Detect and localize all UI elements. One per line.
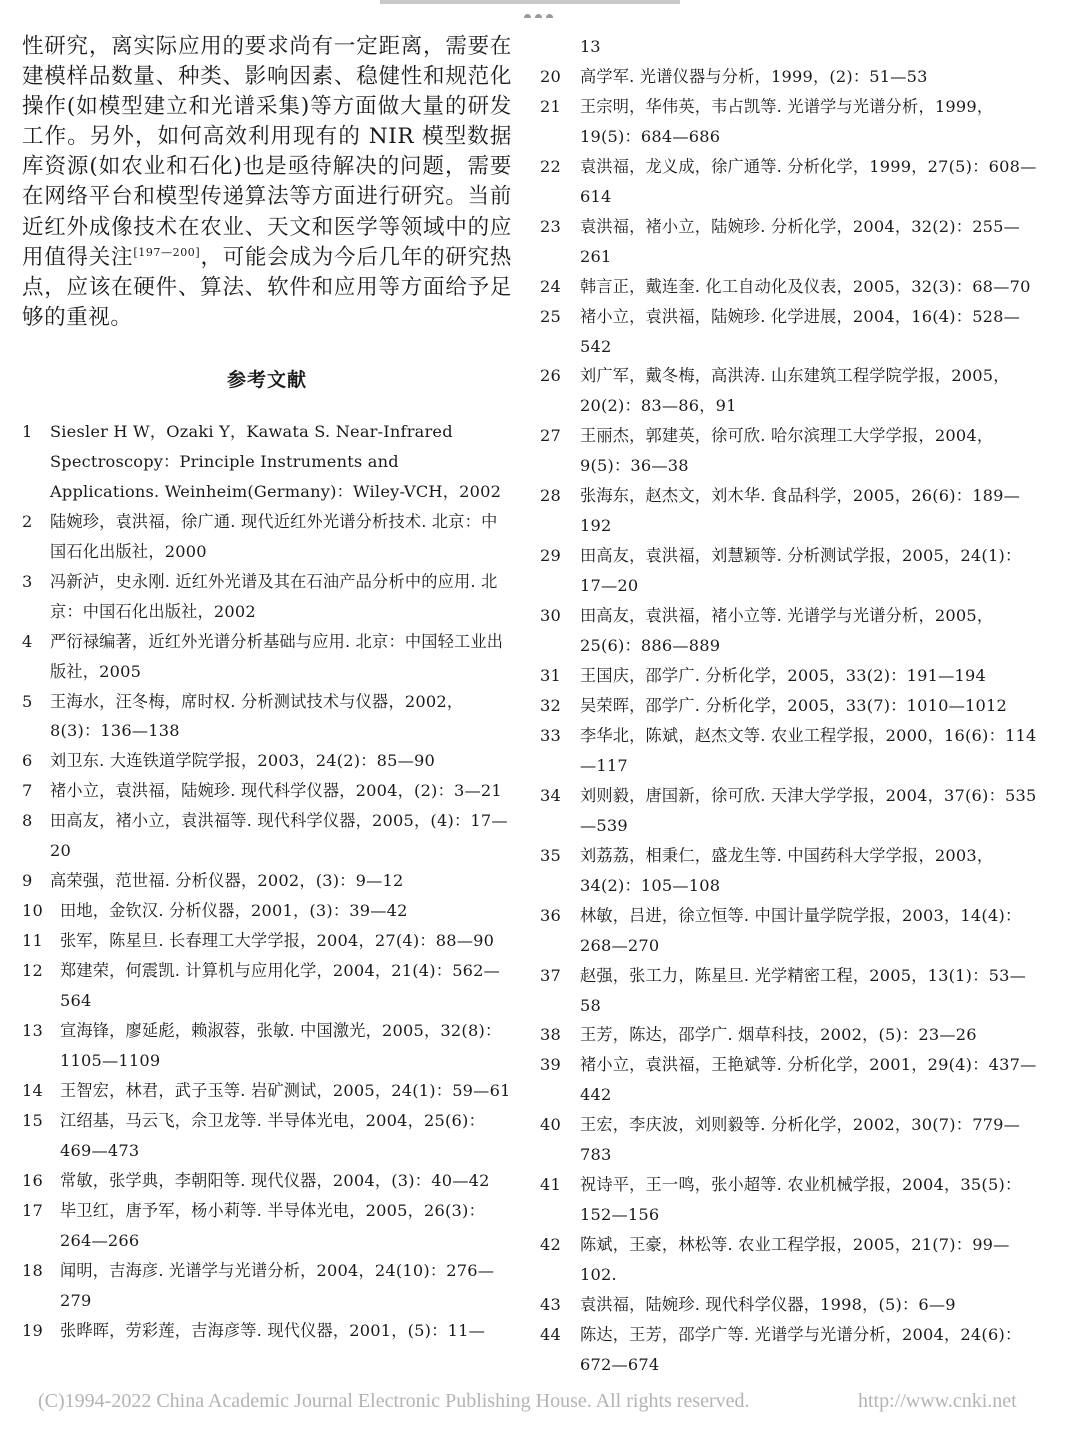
reference-item bbox=[22, 1316, 512, 1346]
reference-item bbox=[540, 691, 1040, 721]
reference-number: 19 bbox=[22, 1320, 43, 1340]
reference-item bbox=[540, 272, 1040, 302]
reference-number: 41 bbox=[540, 1175, 561, 1195]
reference-text: 田高友，袁洪福，褚小立等. 光谱学与光谱分析，2005，25(6)：886—889 bbox=[580, 606, 994, 656]
reference-item bbox=[22, 746, 512, 776]
reference-item bbox=[22, 627, 512, 687]
reference-item bbox=[540, 901, 1040, 961]
reference-text: 褚小立，袁洪福，王艳斌等. 分析化学，2001，29(4)：437—442 bbox=[580, 1055, 1037, 1105]
reference-text: 袁洪福，褚小立，陆婉珍. 分析化学，2004，32(2)：255—261 bbox=[580, 216, 1021, 266]
reference-number: 17 bbox=[22, 1200, 43, 1220]
reference-item bbox=[22, 1016, 512, 1076]
body-text: 性研究，离实际应用的要求尚有一定距离，需要在建模样品数量、种类、影响因素、稳健性和规范化操作(如模型建立和光谱采集)等方面做大量的研发工作。另外，如何高效利用现有的 NIR 模型数据库资源(如农业和石化)也是亟待解决的问题，需要在网络平台和模型传递算法等方面进行研究。当前近红外成像技术在农业、天文和医学等领域中的应用值得关注 bbox=[22, 34, 512, 270]
reference-number: 16 bbox=[22, 1170, 43, 1190]
page-header-band bbox=[0, 0, 1080, 18]
reference-text: 高荣强，范世福. 分析仪器，2002，(3)：9—12 bbox=[50, 871, 404, 891]
more-options-icon[interactable] bbox=[524, 6, 564, 16]
reference-number: 28 bbox=[540, 486, 561, 506]
reference-number: 5 bbox=[22, 691, 33, 711]
reference-text: 陈达，王芳，邵学广等. 光谱学与光谱分析，2004，24(6)：672—674 bbox=[580, 1324, 1022, 1374]
copyright-text: (C)1994-2022 China Academic Journal Electronic Publishing House. All rights reserved. bbox=[38, 1390, 750, 1412]
reference-number: 10 bbox=[22, 901, 43, 921]
reference-text: 冯新泸，史永刚. 近红外光谱及其在石油产品分析中的应用. 北京：中国石化出版社，2002 bbox=[50, 571, 498, 621]
reference-item bbox=[540, 961, 1040, 1021]
reference-text: 江绍基，马云飞，佘卫龙等. 半导体光电，2004，25(6)：469—473 bbox=[60, 1110, 485, 1160]
reference-number: 29 bbox=[540, 546, 561, 566]
reference-item bbox=[540, 721, 1040, 781]
reference-item bbox=[540, 302, 1040, 362]
reference-number: 7 bbox=[22, 781, 33, 801]
right-column bbox=[540, 32, 1040, 1380]
reference-text: 王宗明，华伟英，韦占凯等. 光谱学与光谱分析，1999，19(5)：684—686 bbox=[580, 96, 994, 146]
reference-text: 张海东，赵杰文，刘木华. 食品科学，2005，26(6)：189—192 bbox=[580, 486, 1021, 536]
reference-text: 王宏，李庆波，刘则毅等. 分析化学，2002，30(7)：779—783 bbox=[580, 1115, 1021, 1165]
reference-number: 18 bbox=[22, 1260, 43, 1280]
reference-text: 刘广军，戴冬梅，高洪涛. 山东建筑工程学院学报，2005，20(2)：83—86，91 bbox=[580, 366, 1010, 416]
reference-item bbox=[540, 1290, 1040, 1320]
reference-item bbox=[540, 152, 1040, 212]
reference-number: 31 bbox=[540, 666, 561, 686]
body-paragraph bbox=[22, 32, 512, 333]
reference-item bbox=[540, 1020, 1040, 1050]
cnki-url-link[interactable]: http://www.cnki.net bbox=[858, 1390, 1017, 1412]
reference-item bbox=[540, 781, 1040, 841]
reference-text: 闻明，吉海彦. 光谱学与光谱分析，2004，24(10)：276—279 bbox=[60, 1260, 495, 1310]
reference-text: 林敏，吕进，徐立恒等. 中国计量学院学报，2003，14(4)：268—270 bbox=[580, 905, 1022, 955]
reference-text: 张军，陈星旦. 长春理工大学学报，2004，27(4)：88—90 bbox=[60, 931, 495, 951]
reference-number: 43 bbox=[540, 1295, 561, 1315]
reference-number: 11 bbox=[22, 931, 43, 951]
reference-item bbox=[22, 1076, 512, 1106]
reference-text: 高学军. 光谱仪器与分析，1999，(2)：51—53 bbox=[580, 66, 928, 86]
reference-number: 2 bbox=[22, 511, 33, 531]
reference-text: 常敏，张学典，李朝阳等. 现代仪器，2004，(3)：40—42 bbox=[60, 1170, 490, 1190]
reference-number: 38 bbox=[540, 1025, 561, 1045]
body-text-end: ，可能会成为今后几年的研究热点，应该在硬件、算法、软件和应用等方面给予足够的重视。 bbox=[22, 244, 512, 330]
reference-number: 35 bbox=[540, 845, 561, 865]
reference-text: 田高友，褚小立，袁洪福等. 现代科学仪器，2005，(4)：17—20 bbox=[50, 811, 508, 861]
reference-item bbox=[540, 1320, 1040, 1380]
left-column bbox=[22, 32, 512, 1345]
reference-number: 44 bbox=[540, 1324, 561, 1344]
reference-number: 30 bbox=[540, 606, 561, 626]
reference-text: 陈斌，王豪，林松等. 农业工程学报，2005，21(7)：99—102. bbox=[580, 1235, 1010, 1285]
reference-text: 袁洪福，龙义成，徐广通等. 分析化学，1999，27(5)：608—614 bbox=[580, 156, 1037, 206]
reference-text: Siesler H W，Ozaki Y，Kawata S. Near-Infrared Spectroscopy：Principle Instruments and Applications. Weinheim(Germany)：Wiley-VCH，2002 bbox=[50, 421, 502, 501]
reference-item bbox=[540, 541, 1040, 601]
reference-item bbox=[22, 1196, 512, 1256]
reference-text: 王国庆，邵学广. 分析化学，2005，33(2)：191—194 bbox=[580, 666, 987, 686]
reference-text: 宣海锋，廖延彪，赖淑蓉，张敏. 中国激光，2005，32(8)：1105—1109 bbox=[60, 1021, 502, 1070]
reference-item bbox=[22, 926, 512, 956]
reference-number: 6 bbox=[22, 751, 33, 771]
reference-text: 李华北，陈斌，赵杰文等. 农业工程学报，2000，16(6)：114—117 bbox=[580, 725, 1037, 775]
reference-continuation: 13 bbox=[580, 37, 601, 56]
reference-list-right bbox=[540, 62, 1040, 1380]
reference-number: 3 bbox=[22, 571, 33, 591]
reference-number: 12 bbox=[22, 961, 43, 981]
citation-superscript[interactable]: [197—200] bbox=[133, 245, 201, 259]
references-heading: 参考文献 bbox=[226, 368, 307, 391]
reference-text: 赵强，张工力，陈星旦. 光学精密工程，2005，13(1)：53—58 bbox=[580, 965, 1026, 1015]
reference-number: 42 bbox=[540, 1235, 561, 1255]
header-rule bbox=[380, 0, 680, 4]
reference-text: 袁洪福，陆婉珍. 现代科学仪器，1998，(5)：6—9 bbox=[580, 1295, 956, 1315]
reference-text: 王智宏，林君，武子玉等. 岩矿测试，2005，24(1)：59—61 bbox=[60, 1080, 511, 1100]
reference-number: 1 bbox=[22, 421, 33, 441]
reference-text: 王芳，陈达，邵学广. 烟草科技，2002，(5)：23—26 bbox=[580, 1025, 977, 1045]
reference-item bbox=[540, 661, 1040, 691]
reference-text: 陆婉珍，袁洪福，徐广通. 现代近红外光谱分析技术. 北京：中国石化出版社，2000 bbox=[50, 511, 498, 561]
reference-number: 20 bbox=[540, 66, 561, 86]
reference-text: 褚小立，袁洪福，陆婉珍. 化学进展，2004，16(4)：528—542 bbox=[580, 306, 1021, 356]
reference-item bbox=[540, 1050, 1040, 1110]
reference-item bbox=[22, 417, 512, 507]
reference-item bbox=[22, 806, 512, 866]
reference-text: 田地，金钦汉. 分析仪器，2001，(3)：39—42 bbox=[60, 901, 408, 921]
reference-item bbox=[22, 956, 512, 1016]
reference-number: 8 bbox=[22, 811, 33, 831]
reference-item bbox=[540, 841, 1040, 901]
reference-text: 王海水，汪冬梅，席时权. 分析测试技术与仪器，2002，8(3)：136—138 bbox=[50, 691, 464, 741]
reference-text: 王丽杰，郭建英，徐可欣. 哈尔滨理工大学学报，2004，9(5)：36—38 bbox=[580, 426, 994, 476]
reference-item bbox=[22, 687, 512, 747]
reference-number: 13 bbox=[22, 1021, 43, 1040]
reference-text: 刘荔荔，相秉仁，盛龙生等. 中国药科大学学报，2003，34(2)：105—108 bbox=[580, 845, 994, 895]
reference-number: 36 bbox=[540, 905, 561, 925]
reference-text: 毕卫红，唐予军，杨小莉等. 半导体光电，2005，26(3)：264—266 bbox=[60, 1200, 485, 1250]
reference-number: 14 bbox=[22, 1080, 43, 1100]
reference-number: 40 bbox=[540, 1115, 561, 1135]
reference-number: 25 bbox=[540, 306, 561, 326]
reference-item bbox=[540, 361, 1040, 421]
reference-text: 祝诗平，王一鸣，张小超等. 农业机械学报，2004，35(5)：152—156 bbox=[580, 1175, 1022, 1225]
reference-text: 郑建荣，何震凯. 计算机与应用化学，2004，21(4)：562—564 bbox=[60, 961, 501, 1011]
reference-text: 刘卫东. 大连铁道学院学报，2003，24(2)：85—90 bbox=[50, 751, 436, 771]
reference-list-left bbox=[22, 417, 512, 1346]
reference-number: 27 bbox=[540, 426, 561, 446]
reference-text: 田高友，袁洪福，刘慧颖等. 分析测试学报，2005，24(1)：17—20 bbox=[580, 546, 1022, 596]
reference-number: 34 bbox=[540, 785, 561, 805]
reference-text: 严衍禄编著，近红外光谱分析基础与应用. 北京：中国轻工业出版社，2005 bbox=[50, 631, 504, 681]
reference-number: 37 bbox=[540, 965, 561, 985]
reference-item bbox=[540, 421, 1040, 481]
reference-number: 39 bbox=[540, 1055, 561, 1075]
reference-item bbox=[22, 896, 512, 926]
reference-text: 韩言正，戴连奎. 化工自动化及仪表，2005，32(3)：68—70 bbox=[580, 276, 1031, 296]
reference-item bbox=[22, 1106, 512, 1166]
reference-number: 33 bbox=[540, 725, 561, 745]
reference-item bbox=[540, 1110, 1040, 1170]
reference-text: 张晔晖，劳彩莲，吉海彦等. 现代仪器，2001，(5)：11— bbox=[60, 1320, 485, 1340]
reference-number: 9 bbox=[22, 871, 33, 891]
reference-item bbox=[540, 1170, 1040, 1230]
reference-number: 15 bbox=[22, 1110, 43, 1130]
reference-number: 4 bbox=[22, 631, 33, 651]
reference-item bbox=[22, 1166, 512, 1196]
reference-item bbox=[540, 1230, 1040, 1290]
reference-item bbox=[540, 601, 1040, 661]
reference-item bbox=[22, 866, 512, 896]
reference-item bbox=[22, 776, 512, 806]
reference-item bbox=[540, 92, 1040, 152]
reference-number: 26 bbox=[540, 366, 561, 386]
reference-item bbox=[22, 507, 512, 567]
reference-text: 刘则毅，唐国新，徐可欣. 天津大学学报，2004，37(6)：535—539 bbox=[580, 785, 1037, 835]
copyright-footer bbox=[38, 1390, 1048, 1413]
reference-number: 22 bbox=[540, 156, 561, 176]
reference-text: 褚小立，袁洪福，陆婉珍. 现代科学仪器，2004，(2)：3—21 bbox=[50, 781, 502, 801]
reference-number: 21 bbox=[540, 96, 561, 116]
reference-item bbox=[22, 567, 512, 627]
reference-number: 23 bbox=[540, 216, 561, 236]
reference-number: 24 bbox=[540, 276, 561, 296]
reference-item bbox=[540, 481, 1040, 541]
reference-number: 32 bbox=[540, 695, 561, 715]
reference-item bbox=[540, 62, 1040, 92]
reference-text: 吴荣晖，邵学广. 分析化学，2005，33(7)：1010—1012 bbox=[580, 695, 1008, 715]
reference-item bbox=[540, 212, 1040, 272]
reference-item bbox=[22, 1256, 512, 1316]
